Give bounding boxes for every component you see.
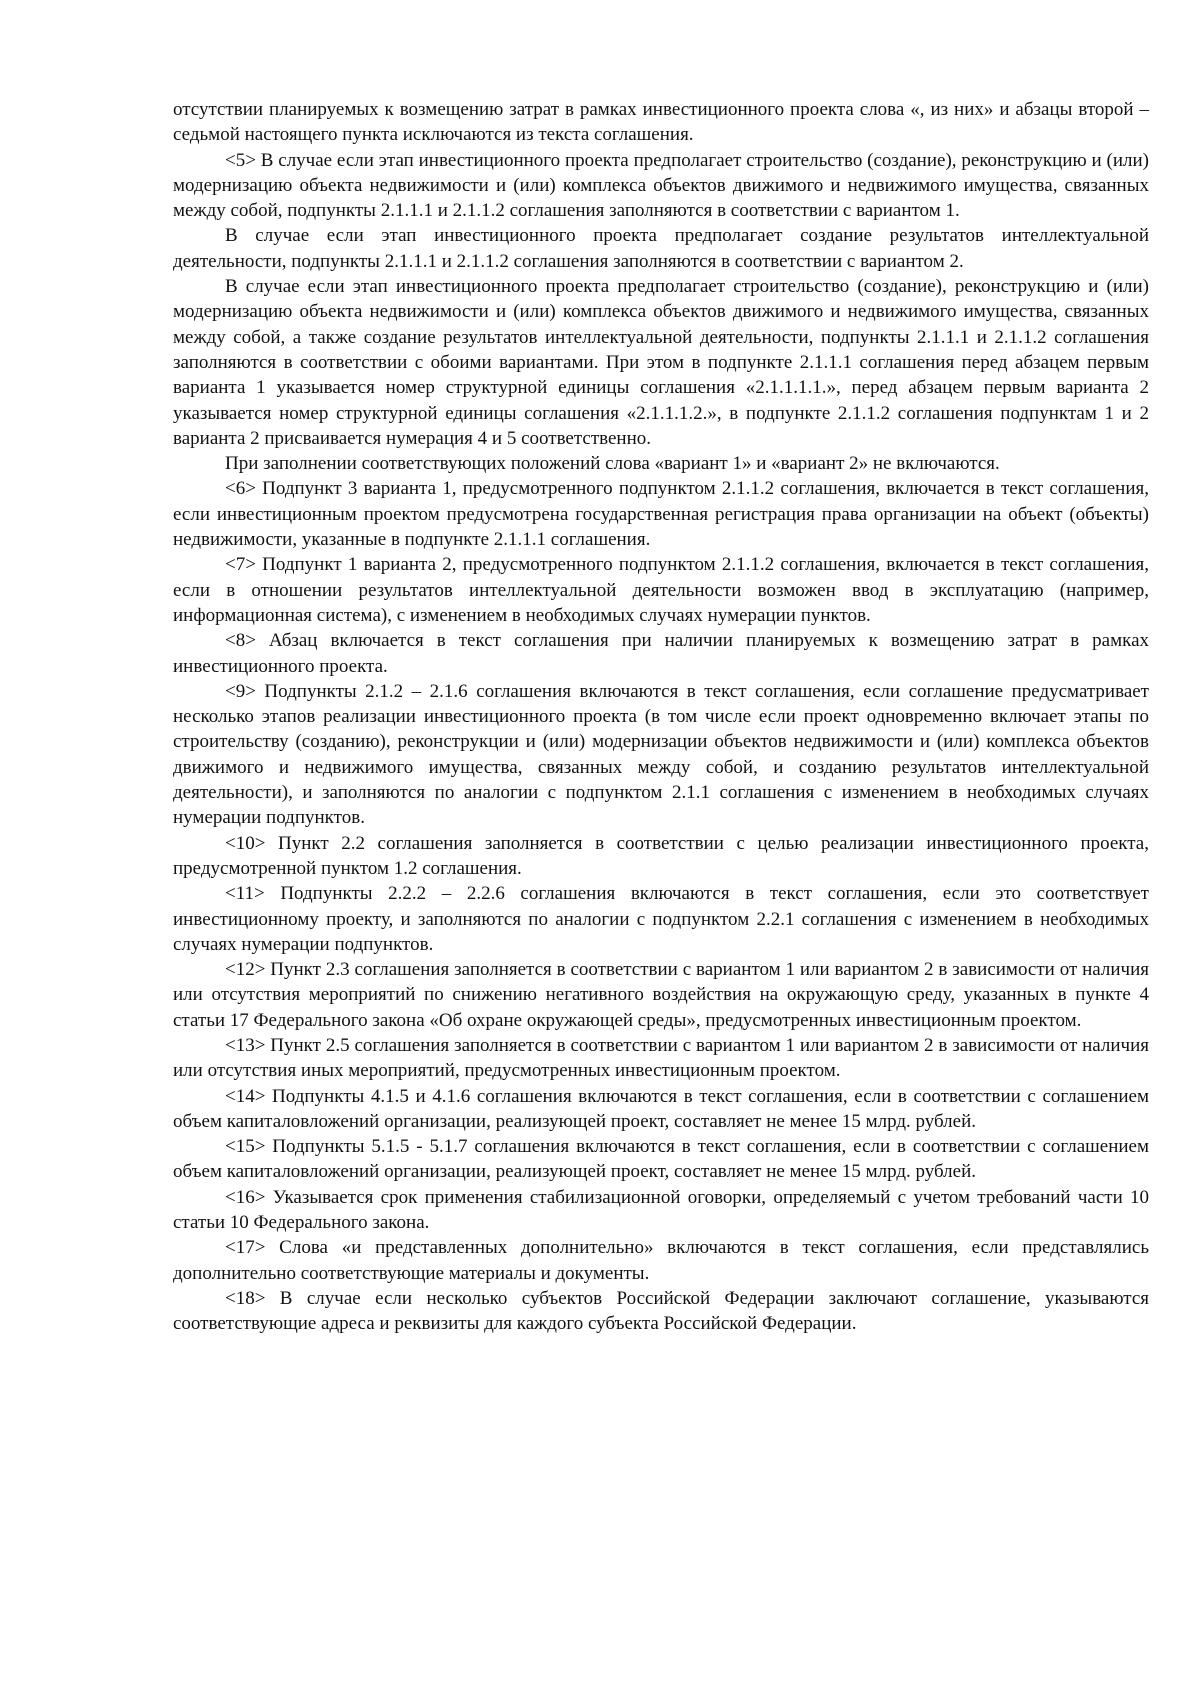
paragraph: При заполнении соответствующих положений слова «вариант 1» и «вариант 2» не включаются. — [225, 453, 1000, 475]
footnote-6: <6> Подпункт 3 варианта 1, предусмотренного подпунктом 2.1.1.2 соглашения, включается в текст соглашения, если инвестиционным проектом предусмотрена государственная регистрация права организации на объект (объекты) недвижимости, указанные в подпункте 2.1.1.1 соглашения. — [173, 478, 1149, 551]
footnote-15: <15> Подпункты 5.1.5 - 5.1.7 соглашения включаются в текст соглашения, если в соответствии с соглашением объем капиталовложений организации, реализующей проект, составляет не менее 15 млрд. рублей. — [173, 1136, 1149, 1183]
footnote-13: <13> Пункт 2.5 соглашения заполняется в соответствии с вариантом 1 или вариантом 2 в зависимости от наличия или отсутствия иных мероприятий, предусмотренных инвестиционным проектом. — [173, 1034, 1149, 1082]
paragraph: В случае если этап инвестиционного проекта предполагает строительство (создание), реконструкцию и (или) модернизацию объекта недвижимости и (или) комплекса объектов движимого и недвижимого имущества, связанных между собой, а также создание результатов интеллектуальной деятельности, подпункты 2.1.1.1 и 2.1.1.2 соглашения заполняются в соответствии с обоими вариантами. При этом в подпункте 2.1.1.1 соглашения перед абзацем первым варианта 1 указывается номер структурной единицы соглашения «2.1.1.1.1.», перед абзацем первым варианта 2 указывается номер структурной единицы соглашения «2.1.1.1.2.», в подпункте 2.1.1.2 соглашения подпунктам 1 и 2 варианта 2 присваивается нумерация 4 и 5 соответственно. — [173, 276, 1149, 449]
footnote-14: <14> Подпункты 4.1.5 и 4.1.6 соглашения включаются в текст соглашения, если в соответствии с соглашением объем капиталовложений организации, реализующей проект, составляет не менее 15 млрд. рублей. — [173, 1085, 1149, 1132]
footnote-5: <5> В случае если этап инвестиционного проекта предполагает строительство (создание), реконструкцию и (или) модернизацию объекта недвижимости и (или) комплекса объектов движимого и недвижимого имущества, связанных между собой, подпункты 2.1.1.1 и 2.1.1.2 соглашения заполняются в соответствии с вариантом 1. — [173, 149, 1149, 222]
footnote-11: <11> Подпункты 2.2.2 – 2.2.6 соглашения включаются в текст соглашения, если это соответствует инвестиционному проекту, и заполняются по аналогии с подпунктом 2.2.1 соглашения с изменением в необходимых случаях нумерации подпунктов. — [173, 883, 1149, 955]
footnote-10: <10> Пункт 2.2 соглашения заполняется в соответствии с целью реализации инвестиционного проекта, предусмотренной пунктом 1.2 соглашения. — [173, 832, 1149, 879]
document-page — [173, 97, 1149, 1337]
paragraph: отсутствии планируемых к возмещению затрат в рамках инвестиционного проекта слова «, из них» и абзацы второй – седьмой настоящего пункта исключаются из текста соглашения. — [173, 99, 1149, 146]
footnote-7: <7> Подпункт 1 варианта 2, предусмотренного подпунктом 2.1.1.2 соглашения, включается в текст соглашения, если в отношении результатов интеллектуальной деятельности возможен ввод в эксплуатацию (например, информационная система), с изменением в необходимых случаях нумерации пунктов. — [173, 554, 1149, 626]
footnote-17: <17> Слова «и представленных дополнительно» включаются в текст соглашения, если представлялись дополнительно соответствующие материалы и документы. — [173, 1237, 1149, 1284]
footnote-12: <12> Пункт 2.3 соглашения заполняется в соответствии с вариантом 1 или вариантом 2 в зависимости от наличия или отсутствия мероприятий по снижению негативного воздействия на окружающую среду, указанных в пункте 4 статьи 17 Федерального закона «Об охране окружающей среды», предусмотренных инвестиционным проектом. — [173, 959, 1149, 1031]
footnote-18: <18> В случае если несколько субъектов Российской Федерации заключают соглашение, указываются соответствующие адреса и реквизиты для каждого субъекта Российской Федерации. — [173, 1287, 1149, 1335]
footnote-9: <9> Подпункты 2.1.2 – 2.1.6 соглашения включаются в текст соглашения, если соглашение предусматривает несколько этапов реализации инвестиционного проекта (в том числе если проект одновременно включает этапы по строительству (созданию), реконструкции и (или) модернизации объектов недвижимости и (или) комплекса объектов движимого и недвижимого имущества, связанных между собой, и созданию результатов интеллектуальной деятельности), и заполняются по аналогии с подпунктом 2.1.1 соглашения с изменением в необходимых случаях нумерации подпунктов. — [173, 680, 1149, 829]
footnote-8: <8> Абзац включается в текст соглашения при наличии планируемых к возмещению затрат в рамках инвестиционного проекта. — [173, 630, 1149, 677]
footnote-16: <16> Указывается срок применения стабилизационной оговорки, определяемый с учетом требований части 10 статьи 10 Федерального закона. — [173, 1186, 1149, 1234]
paragraph: В случае если этап инвестиционного проекта предполагает создание результатов интеллектуальной деятельности, подпункты 2.1.1.1 и 2.1.1.2 соглашения заполняются в соответствии с вариантом 2. — [173, 225, 1149, 272]
